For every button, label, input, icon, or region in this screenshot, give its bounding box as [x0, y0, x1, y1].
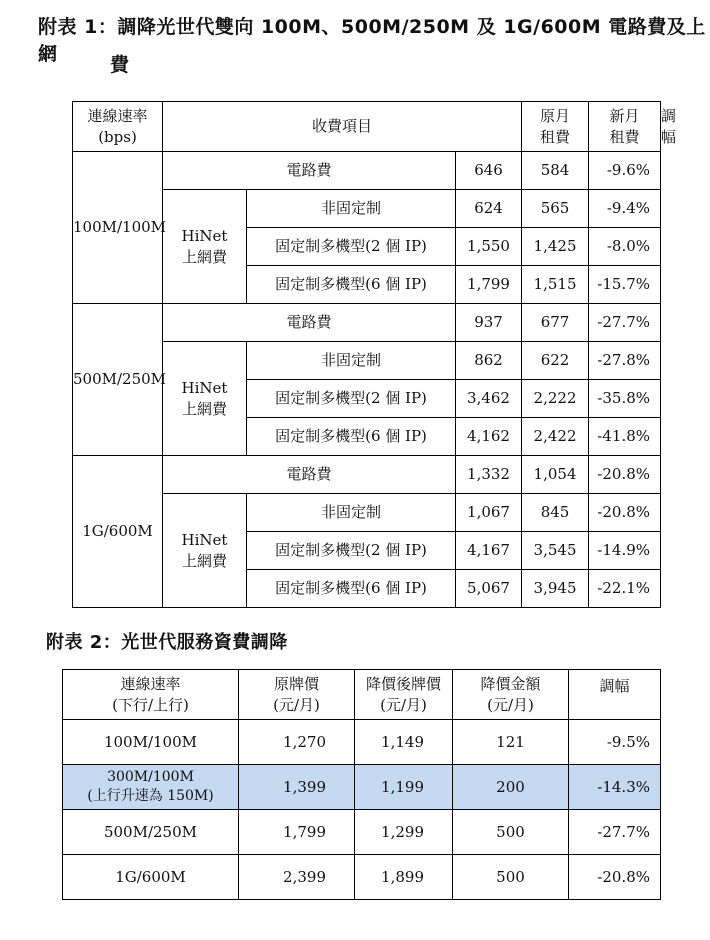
table2-title: 附表 2：光世代服務資費調降 — [46, 632, 288, 653]
change-cell: -20.8% — [589, 456, 661, 494]
cut-amount-cell: 200 — [453, 765, 569, 810]
header-new-fee: 新月 租費 — [589, 102, 661, 152]
new-cell: 622 — [522, 342, 589, 380]
header-speed: 連線速率 (bps) — [73, 102, 163, 152]
header-orig-price: 原牌價 (元/月) — [239, 670, 355, 720]
orig-cell: 1,332 — [456, 456, 522, 494]
table-row — [73, 152, 661, 190]
table2-service-price-cut — [62, 669, 661, 900]
new-cell: 565 — [522, 190, 589, 228]
orig-cell: 1,550 — [456, 228, 522, 266]
hinet-cell: HiNet 上網費 — [163, 342, 247, 456]
change-cell: -35.8% — [589, 380, 661, 418]
orig-cell: 646 — [456, 152, 522, 190]
change-cell: -27.7% — [569, 810, 661, 855]
orig-cell: 862 — [456, 342, 522, 380]
cut-amount-cell: 500 — [453, 855, 569, 900]
item-cell: 電路費 — [163, 152, 456, 190]
item-cell: 固定制多機型(2 個 IP) — [247, 228, 456, 266]
change-cell: -8.0% — [589, 228, 661, 266]
speed-cell: 1G/600M — [73, 456, 163, 608]
orig-price-cell: 1,399 — [239, 765, 355, 810]
table1-header-row: 連線速率 (bps) 收費項目 原月 租費 新月 租費 調幅 — [73, 102, 661, 152]
new-price-cell: 1,299 — [355, 810, 453, 855]
new-cell: 3,945 — [522, 570, 589, 608]
new-cell: 1,054 — [522, 456, 589, 494]
speed-cell: 500M/250M — [63, 810, 239, 855]
change-cell: -9.5% — [569, 720, 661, 765]
orig-cell: 5,067 — [456, 570, 522, 608]
change-cell: -14.9% — [589, 532, 661, 570]
change-cell: -41.8% — [589, 418, 661, 456]
table-row — [63, 855, 661, 900]
orig-cell: 937 — [456, 304, 522, 342]
new-cell: 2,222 — [522, 380, 589, 418]
new-cell: 1,515 — [522, 266, 589, 304]
change-cell: -27.7% — [589, 304, 661, 342]
orig-price-cell: 1,270 — [239, 720, 355, 765]
change-cell: -20.8% — [589, 494, 661, 532]
new-cell: 677 — [522, 304, 589, 342]
orig-cell: 1,067 — [456, 494, 522, 532]
table-row — [73, 456, 661, 494]
new-cell: 584 — [522, 152, 589, 190]
orig-cell: 624 — [456, 190, 522, 228]
item-cell: 電路費 — [163, 304, 456, 342]
orig-cell: 3,462 — [456, 380, 522, 418]
table-row — [63, 720, 661, 765]
table2-header-row — [63, 670, 661, 720]
orig-cell: 4,167 — [456, 532, 522, 570]
change-cell: -22.1% — [589, 570, 661, 608]
item-cell: 固定制多機型(6 個 IP) — [247, 266, 456, 304]
change-cell: -14.3% — [569, 765, 661, 810]
orig-cell: 4,162 — [456, 418, 522, 456]
orig-price-cell: 1,799 — [239, 810, 355, 855]
change-cell: -20.8% — [569, 855, 661, 900]
new-cell: 845 — [522, 494, 589, 532]
speed-cell: 100M/100M — [63, 720, 239, 765]
orig-price-cell: 2,399 — [239, 855, 355, 900]
change-cell: -15.7% — [589, 266, 661, 304]
new-price-cell: 1,199 — [355, 765, 453, 810]
new-price-cell: 1,149 — [355, 720, 453, 765]
header-item: 收費項目 — [163, 102, 522, 152]
item-cell: 固定制多機型(6 個 IP) — [247, 418, 456, 456]
change-cell: -27.8% — [589, 342, 661, 380]
table1-title: 附表 1：調降光世代雙向 100M、500M/250M 及 1G/600M 電路費及上網 — [38, 16, 706, 65]
header-new-price: 降價後牌價 (元/月) — [355, 670, 453, 720]
table-row — [73, 304, 661, 342]
speed-cell: 500M/250M — [73, 304, 163, 456]
change-cell: -9.4% — [589, 190, 661, 228]
item-cell: 電路費 — [163, 456, 456, 494]
change-cell: -9.6% — [589, 152, 661, 190]
new-cell: 2,422 — [522, 418, 589, 456]
speed-cell: 100M/100M — [73, 152, 163, 304]
speed-cell: 1G/600M — [63, 855, 239, 900]
new-price-cell: 1,899 — [355, 855, 453, 900]
header-speed: 連線速率 (下行/上行) — [63, 670, 239, 720]
table1-circuit-fee-adjustment — [72, 101, 677, 608]
item-cell: 固定制多機型(2 個 IP) — [247, 532, 456, 570]
header-cut-amount: 降價金額 (元/月) — [453, 670, 569, 720]
new-cell: 1,425 — [522, 228, 589, 266]
item-cell: 固定制多機型(2 個 IP) — [247, 380, 456, 418]
table-row-highlighted — [63, 765, 661, 810]
table1-title-continuation: 費 — [110, 54, 130, 76]
speed-cell: 300M/100M (上行升速為 150M) — [63, 765, 239, 810]
cut-amount-cell: 500 — [453, 810, 569, 855]
item-cell: 固定制多機型(6 個 IP) — [247, 570, 456, 608]
hinet-cell: HiNet 上網費 — [163, 494, 247, 608]
orig-cell: 1,799 — [456, 266, 522, 304]
header-change: 調幅 — [569, 670, 661, 720]
hinet-cell: HiNet 上網費 — [163, 190, 247, 304]
new-cell: 3,545 — [522, 532, 589, 570]
cut-amount-cell: 121 — [453, 720, 569, 765]
item-cell: 非固定制 — [247, 494, 456, 532]
table-row — [63, 810, 661, 855]
item-cell: 非固定制 — [247, 190, 456, 228]
item-cell: 非固定制 — [247, 342, 456, 380]
header-orig-fee: 原月 租費 — [522, 102, 589, 152]
